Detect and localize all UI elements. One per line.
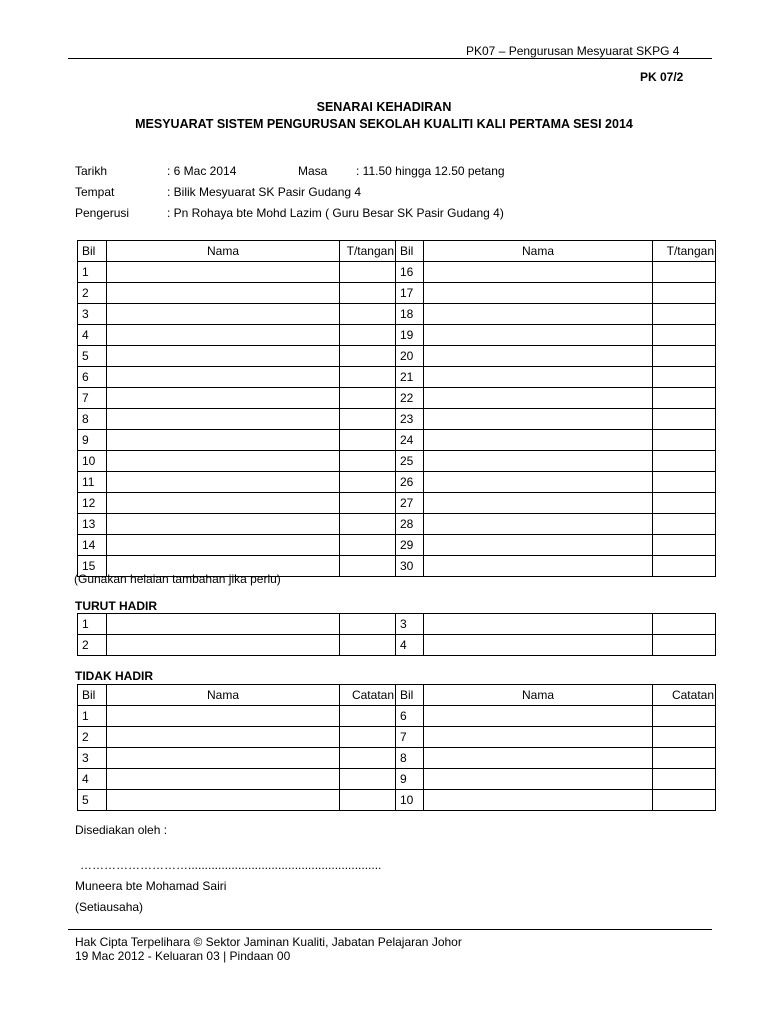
attendance-row — [78, 514, 716, 535]
footer-divider — [68, 929, 712, 930]
turut-hadir-row — [78, 635, 716, 656]
row-number-cell: 3 — [78, 304, 107, 325]
tidak-hadir-row — [78, 748, 716, 769]
signature-cell[interactable] — [340, 451, 396, 472]
tidak-hadir-row — [78, 769, 716, 790]
signature-cell[interactable] — [340, 706, 396, 727]
row-number-cell: 7 — [396, 727, 424, 748]
row-number-cell: 2 — [78, 635, 107, 656]
name-cell[interactable] — [424, 430, 653, 451]
name-cell[interactable] — [424, 514, 653, 535]
signature-cell[interactable] — [653, 304, 716, 325]
row-number-cell: 29 — [396, 535, 424, 556]
attendance-row — [78, 535, 716, 556]
name-cell[interactable] — [424, 706, 653, 727]
column-header-bil: Bil — [78, 685, 107, 706]
row-number-cell: 2 — [78, 727, 107, 748]
signature-cell[interactable] — [653, 493, 716, 514]
row-number-cell: 6 — [396, 706, 424, 727]
turut-hadir-row — [78, 614, 716, 635]
row-number-cell: 1 — [78, 706, 107, 727]
signature-cell[interactable] — [340, 535, 396, 556]
column-header-signature: T/tangan — [340, 241, 396, 262]
name-cell[interactable] — [107, 430, 340, 451]
row-number-cell: 9 — [396, 769, 424, 790]
signature-cell[interactable] — [340, 472, 396, 493]
attendance-row — [78, 472, 716, 493]
time-value: : 11.50 hingga 12.50 petang — [356, 164, 505, 178]
date-value: : 6 Mac 2014 — [167, 164, 237, 178]
footer-copyright: Hak Cipta Terpelihara © Sektor Jaminan Kualiti, Jabatan Pelajaran Johor — [75, 935, 462, 949]
name-cell[interactable] — [424, 493, 653, 514]
signature-cell[interactable] — [653, 790, 716, 811]
row-number-cell: 8 — [396, 748, 424, 769]
name-cell[interactable] — [424, 556, 653, 577]
name-cell[interactable] — [424, 388, 653, 409]
signature-cell[interactable] — [340, 409, 396, 430]
attendance-row — [78, 346, 716, 367]
turut-hadir-table — [77, 613, 716, 656]
signature-cell[interactable] — [653, 388, 716, 409]
signature-cell[interactable] — [340, 346, 396, 367]
name-cell[interactable] — [107, 493, 340, 514]
row-number-cell: 3 — [396, 614, 424, 635]
signature-cell[interactable] — [340, 325, 396, 346]
name-cell[interactable] — [107, 304, 340, 325]
attendance-row — [78, 367, 716, 388]
column-header-bil: Bil — [78, 241, 107, 262]
column-header-bil: Bil — [396, 685, 424, 706]
signature-cell[interactable] — [653, 409, 716, 430]
prepared-by-label: Disediakan oleh : — [75, 823, 168, 837]
attendance-header-row — [78, 241, 716, 262]
secretary-role: (Setiausaha) — [75, 900, 144, 914]
name-cell[interactable] — [107, 790, 340, 811]
header-divider — [68, 58, 712, 59]
venue-label: Tempat — [75, 185, 115, 199]
signature-cell[interactable] — [653, 514, 716, 535]
chairperson-label: Pengerusi — [75, 206, 130, 220]
row-number-cell: 18 — [396, 304, 424, 325]
name-cell[interactable] — [424, 367, 653, 388]
signature-cell[interactable] — [340, 304, 396, 325]
signature-cell[interactable] — [653, 769, 716, 790]
signature-cell[interactable] — [340, 514, 396, 535]
document-reference: PK07 – Pengurusan Mesyuarat SKPG 4 — [466, 44, 680, 58]
row-number-cell: 16 — [396, 262, 424, 283]
attendance-row — [78, 304, 716, 325]
attendance-row — [78, 388, 716, 409]
row-number-cell: 1 — [78, 262, 107, 283]
name-cell[interactable] — [107, 635, 340, 656]
attendance-table — [77, 240, 716, 577]
signature-line: ……………………….......................................................... — [80, 858, 382, 872]
row-number-cell: 28 — [396, 514, 424, 535]
signature-cell[interactable] — [340, 790, 396, 811]
row-number-cell: 10 — [396, 790, 424, 811]
form-code: PK 07/2 — [640, 70, 684, 84]
signature-cell[interactable] — [340, 367, 396, 388]
row-number-cell: 5 — [78, 346, 107, 367]
row-number-cell: 30 — [396, 556, 424, 577]
signature-cell[interactable] — [653, 472, 716, 493]
signature-cell[interactable] — [340, 727, 396, 748]
tidak-hadir-row — [78, 727, 716, 748]
section-title-turut-hadir: TURUT HADIR — [75, 599, 157, 613]
name-cell[interactable] — [107, 451, 340, 472]
signature-cell[interactable] — [653, 635, 716, 656]
tidak-hadir-table — [77, 684, 716, 811]
additional-sheet-note: (Gunakan helaian tambahan jika perlu) — [74, 572, 281, 586]
signature-cell[interactable] — [653, 535, 716, 556]
name-cell[interactable] — [107, 346, 340, 367]
attendance-row — [78, 493, 716, 514]
row-number-cell: 14 — [78, 535, 107, 556]
signature-cell[interactable] — [653, 556, 716, 577]
name-cell[interactable] — [107, 325, 340, 346]
name-cell[interactable] — [424, 283, 653, 304]
date-label: Tarikh — [75, 164, 108, 178]
signature-cell[interactable] — [653, 451, 716, 472]
attendance-row — [78, 430, 716, 451]
signature-cell[interactable] — [653, 367, 716, 388]
row-number-cell: 26 — [396, 472, 424, 493]
chairperson-value: : Pn Rohaya bte Mohd Lazim ( Guru Besar SK Pasir Gudang 4) — [167, 206, 504, 220]
name-cell[interactable] — [107, 409, 340, 430]
signature-cell[interactable] — [653, 430, 716, 451]
signature-cell[interactable] — [340, 614, 396, 635]
signature-cell[interactable] — [340, 283, 396, 304]
attendance-row — [78, 409, 716, 430]
signature-cell[interactable] — [340, 556, 396, 577]
row-number-cell: 2 — [78, 283, 107, 304]
name-cell[interactable] — [424, 614, 653, 635]
name-cell[interactable] — [424, 325, 653, 346]
row-number-cell: 24 — [396, 430, 424, 451]
row-number-cell: 27 — [396, 493, 424, 514]
row-number-cell: 15 — [78, 556, 107, 577]
tidak-hadir-header-row — [78, 685, 716, 706]
row-number-cell: 23 — [396, 409, 424, 430]
row-number-cell: 10 — [78, 451, 107, 472]
name-cell[interactable] — [424, 535, 653, 556]
row-number-cell: 5 — [78, 790, 107, 811]
signature-cell[interactable] — [340, 388, 396, 409]
name-cell[interactable] — [107, 727, 340, 748]
venue-value: : Bilik Mesyuarat SK Pasir Gudang 4 — [167, 185, 362, 199]
signature-cell[interactable] — [653, 283, 716, 304]
row-number-cell: 20 — [396, 346, 424, 367]
row-number-cell: 4 — [396, 635, 424, 656]
name-cell[interactable] — [424, 262, 653, 283]
signature-cell[interactable] — [340, 493, 396, 514]
signature-cell[interactable] — [340, 635, 396, 656]
tidak-hadir-row — [78, 790, 716, 811]
column-header-nama: Nama — [424, 685, 653, 706]
signature-cell[interactable] — [340, 430, 396, 451]
signature-cell[interactable] — [653, 262, 716, 283]
signature-cell[interactable] — [653, 614, 716, 635]
row-number-cell: 19 — [396, 325, 424, 346]
signature-cell[interactable] — [653, 748, 716, 769]
row-number-cell: 6 — [78, 367, 107, 388]
row-number-cell: 13 — [78, 514, 107, 535]
column-header-remarks: Catatan — [653, 685, 716, 706]
section-title-tidak-hadir: TIDAK HADIR — [75, 669, 153, 683]
attendance-row — [78, 262, 716, 283]
column-header-signature: T/tangan — [653, 241, 716, 262]
row-number-cell: 3 — [78, 748, 107, 769]
name-cell[interactable] — [424, 790, 653, 811]
row-number-cell: 4 — [78, 769, 107, 790]
row-number-cell: 1 — [78, 614, 107, 635]
name-cell[interactable] — [107, 283, 340, 304]
footer-revision: 19 Mac 2012 - Keluaran 03 | Pindaan 00 — [75, 949, 291, 963]
row-number-cell: 9 — [78, 430, 107, 451]
name-cell[interactable] — [107, 388, 340, 409]
document-subtitle: MESYUARAT SISTEM PENGURUSAN SEKOLAH KUALITI KALI PERTAMA SESI 2014 — [135, 117, 633, 131]
name-cell[interactable] — [107, 706, 340, 727]
name-cell[interactable] — [107, 614, 340, 635]
signature-cell[interactable] — [340, 262, 396, 283]
name-cell[interactable] — [107, 514, 340, 535]
name-cell[interactable] — [424, 727, 653, 748]
document-title: SENARAI KEHADIRAN — [316, 100, 452, 114]
name-cell[interactable] — [107, 535, 340, 556]
row-number-cell: 4 — [78, 325, 107, 346]
name-cell[interactable] — [424, 451, 653, 472]
name-cell[interactable] — [107, 262, 340, 283]
name-cell[interactable] — [107, 769, 340, 790]
signature-cell[interactable] — [340, 769, 396, 790]
name-cell[interactable] — [424, 472, 653, 493]
name-cell[interactable] — [107, 472, 340, 493]
signature-cell[interactable] — [653, 325, 716, 346]
name-cell[interactable] — [424, 409, 653, 430]
signature-cell[interactable] — [653, 727, 716, 748]
name-cell[interactable] — [424, 769, 653, 790]
name-cell[interactable] — [424, 748, 653, 769]
secretary-name: Muneera bte Mohamad Sairi — [75, 879, 227, 893]
row-number-cell: 17 — [396, 283, 424, 304]
signature-cell[interactable] — [340, 748, 396, 769]
row-number-cell: 8 — [78, 409, 107, 430]
attendance-row — [78, 283, 716, 304]
signature-cell[interactable] — [653, 706, 716, 727]
name-cell[interactable] — [424, 635, 653, 656]
row-number-cell: 21 — [396, 367, 424, 388]
column-header-nama: Nama — [424, 241, 653, 262]
time-label: Masa — [298, 164, 328, 178]
attendance-row — [78, 451, 716, 472]
tidak-hadir-row — [78, 706, 716, 727]
name-cell[interactable] — [424, 346, 653, 367]
signature-cell[interactable] — [653, 346, 716, 367]
name-cell[interactable] — [107, 367, 340, 388]
name-cell[interactable] — [424, 304, 653, 325]
column-header-bil: Bil — [396, 241, 424, 262]
column-header-remarks: Catatan — [340, 685, 396, 706]
row-number-cell: 11 — [78, 472, 107, 493]
column-header-nama: Nama — [107, 685, 340, 706]
attendance-row — [78, 325, 716, 346]
row-number-cell: 22 — [396, 388, 424, 409]
name-cell[interactable] — [107, 748, 340, 769]
column-header-nama: Nama — [107, 241, 340, 262]
row-number-cell: 25 — [396, 451, 424, 472]
row-number-cell: 12 — [78, 493, 107, 514]
row-number-cell: 7 — [78, 388, 107, 409]
